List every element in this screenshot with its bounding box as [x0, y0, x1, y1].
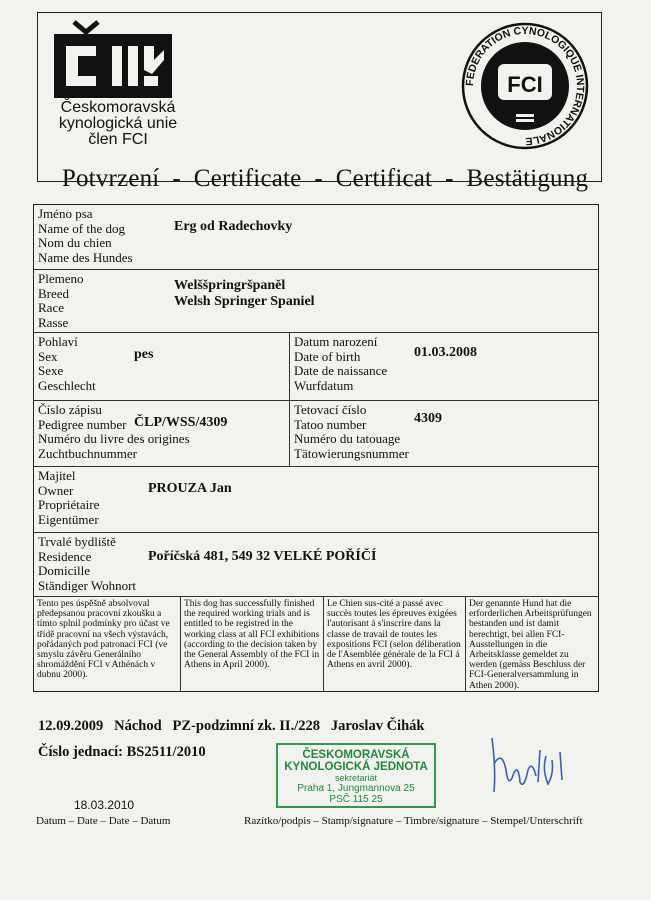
- cmku-logo-icon: [52, 20, 174, 100]
- sex-value: pes: [134, 347, 154, 362]
- statement-en: This dog has successfully finished the required working trials and is entitled to be registred in the working class at all FCI exhibitions (according to the decision taken by the General Assembly of the FCI in Athens in April 2000).: [184, 599, 320, 671]
- tattoo-cell: Tetovací číslo Tatoo number Numéro du tatouage Tätowierungsnummer 4309: [294, 402, 442, 461]
- pedigree-tattoo-row: [34, 401, 598, 467]
- fci-seal-icon: [460, 18, 590, 154]
- residence-row: [34, 533, 598, 597]
- org-name: Českomoravská kynologická unie člen FCI: [58, 99, 178, 148]
- residence-value: Poříčská 481, 549 32 VELKÉ POŘÍČÍ: [148, 549, 377, 564]
- dog-name-labels: Jméno psa Name of the dog Nom du chien Name des Hundes: [38, 206, 133, 265]
- sex-cell: Pohlaví Sex Sexe Geschlecht pes: [38, 334, 154, 393]
- signature-icon: [482, 730, 582, 800]
- breed-value-en: Welsh Springer Spaniel: [174, 294, 315, 309]
- dog-name-row: [34, 205, 598, 270]
- tattoo-value: 4309: [414, 411, 442, 426]
- pedigree-value: ČLP/WSS/4309: [134, 415, 228, 430]
- breed-value-cz: Welššpringršpaněl: [174, 278, 286, 293]
- certificate-title: Potvrzení - Certificate - Certificat - Bestätigung: [61, 165, 589, 192]
- owner-labels: Majitel Owner Propriétaire Eigentümer: [38, 468, 100, 527]
- pedigree-cell: Číslo zápisu Pedigree number Numéro du livre des origines Zuchtbuchnummer ČLP/WSS/4309: [38, 402, 228, 461]
- statement-de: Der genannte Hund hat die erforderlichen Arbeitsprüfungen bestanden und ist damit berechtigt, bei allen FCI-Ausstellungen in die Arbeitsklasse gemeldet zu werden (gemäss Beschluss der FCI-Generalversammlung in Athen 2000).: [469, 599, 592, 691]
- svg-text:FCI: FCI: [507, 72, 543, 97]
- statement-cz: Tento pes úspěšně absolvoval předepsanou pracovní zkoušku a tímto splnil podmínky pro účast ve třídě pracovní na všech výstavách, pořádaných pod patronací FCI (ve smyslu závěru Generálního shromáždění FCI v Athénách v dubnu 2000).: [37, 599, 170, 681]
- birth-value: 01.03.2008: [414, 345, 477, 360]
- statements-row: [34, 597, 598, 691]
- svg-text:FEDERATION CYNOLOGIQUE INTERNA: FEDERATION CYNOLOGIQUE INTERNATIONALE: [463, 24, 587, 148]
- signature-caption: Razítko/podpis – Stamp/signature – Timbre/signature – Stempel/Unterschrift: [244, 815, 583, 827]
- stamp: ČESKOMORAVSKÁ KYNOLOGICKÁ JEDNOTA sekretariát Praha 1, Jungmannova 25 PSČ 115 25: [276, 743, 436, 808]
- breed-row: [34, 270, 598, 333]
- issue-date: 18.03.2010: [74, 798, 135, 812]
- birth-cell: Datum narození Date of birth Date de naissance Wurfdatum 01.03.2008: [294, 334, 477, 393]
- date-caption: Datum – Date – Date – Datum: [36, 815, 171, 827]
- dog-name-value: Erg od Radechovky: [174, 219, 293, 234]
- breed-labels: Plemeno Breed Race Rasse: [38, 271, 84, 330]
- owner-row: [34, 467, 598, 533]
- owner-value: PROUZA Jan: [148, 481, 232, 496]
- sex-birth-row: [34, 333, 598, 401]
- reference-number: Číslo jednací: BS2511/2010: [38, 744, 206, 760]
- trial-line: 12.09.2009 Náchod PZ-podzimní zk. II./228 Jaroslav Čihák: [38, 718, 425, 734]
- residence-labels: Trvalé bydliště Residence Domicille Ständiger Wohnort: [38, 534, 137, 593]
- certificate-table: [33, 204, 599, 692]
- statement-fr: Le Chien sus-cité a passé avec succès toutes les épreuves exigées l'autorisant á s'inscrire dans la classe de travail de toutes les expositions FCI (selon déliberation de l'Asemblée générale de la FCI á Athens en avril 2000).: [327, 599, 461, 671]
